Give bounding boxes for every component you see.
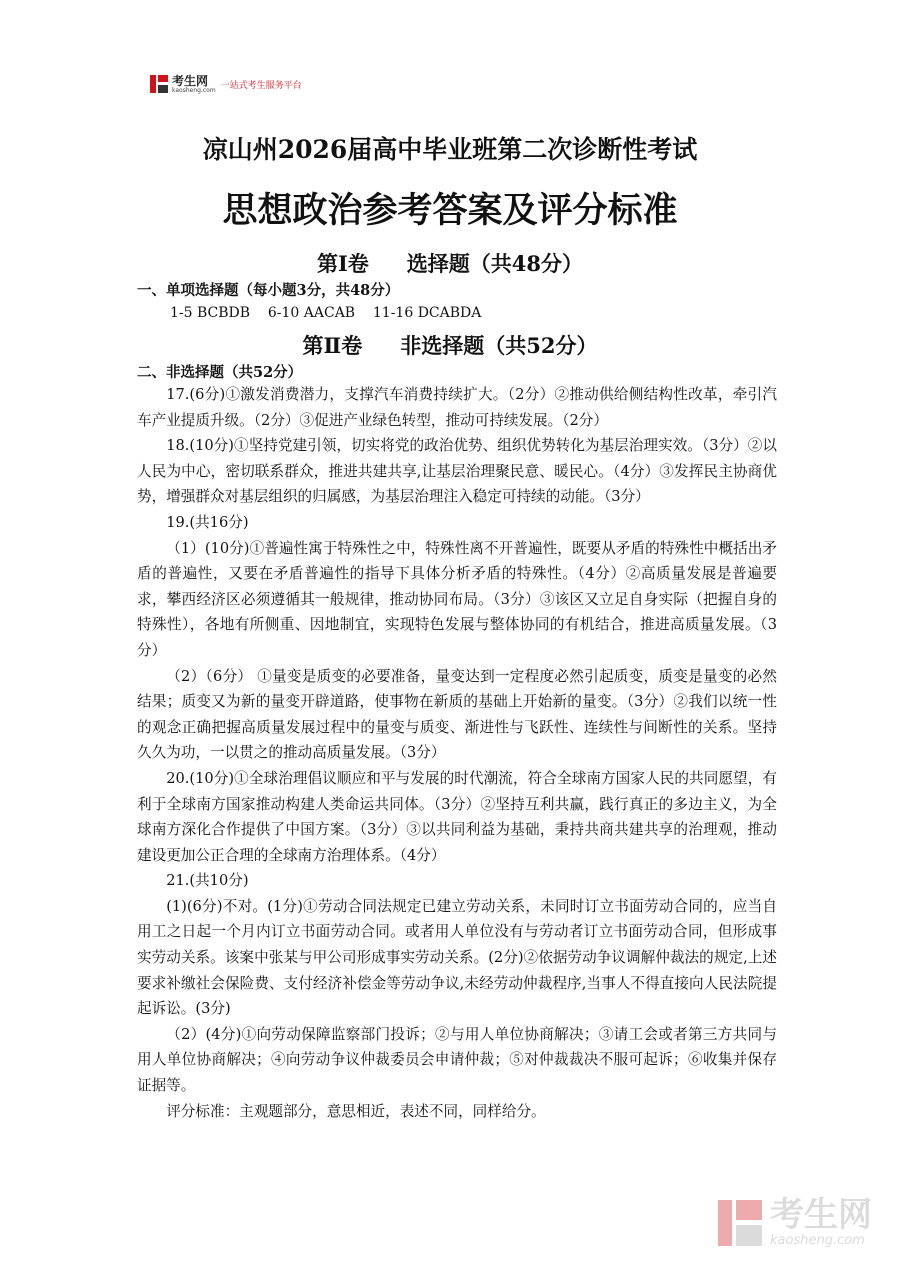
logo-url: kaosheng.com [172,86,216,94]
part2-name: 第Ⅱ卷 [302,333,363,358]
answer-q17: 17.(6分)①激发消费潜力，支撑汽车消费持续扩大。（2分）②推动供给侧结构性改革，牵引汽车产业提质升级。（2分）③促进产业绿色转型，推动可持续发展。（2分） [137,386,777,429]
part2-heading [0,330,900,360]
answer-q20: 20.(10分)①全球治理倡议顺应和平与发展的时代潮流，符合全球南方国家人民的共同愿望，有利于全球南方国家推动构建人类命运共同体。（3分）②坚持互利共赢，践行真正的多边主义，为全球南方深化合作提供了中国方案。（3分）③以共同利益为基础，秉持共商共建共享的治理观，推动建设更加公正合理的全球南方治理体系。（4分） [137,769,777,864]
exam-title: 凉山州2026届高中毕业班第二次诊断性考试 [202,135,698,164]
part2-label: 非选择题（共52分） [400,333,598,358]
answer-q18: 18.(10分)①坚持党建引领，切实将党的政治优势、组织优势转化为基层治理实效。（3分）②以人民为中心，密切联系群众，推进共建共享,让基层治理聚民意、暖民心。（4分）③发挥民主协商优势，增强群众对基层组织的归属感，为基层治理注入稳定可持续的动能。（3分） [137,437,777,506]
logo-slogan: 一站式考生服务平台 [220,80,302,91]
watermark-url: kaosheng.com [770,1233,865,1248]
answer-q21-header: 21.(共10分) [166,872,249,890]
answer-q19-1: （1）(10分)①普遍性寓于特殊性之中，特殊性离不开普遍性，既要从矛盾的特殊性中概括出矛盾的普遍性，又要在矛盾普遍性的指导下具体分析矛盾的特殊性。（4分）②高质量发展是普遍要求，攀西经济区必须遵循其一般规律，推动协同布局。（3分）③该区又立足自身实际（把握自身的特殊性），各地有所侧重、因地制宜，实现特色发展与整体协同的有机结合，推进高质量发展。（3分） [137,539,777,659]
part1-name: 第Ⅰ卷 [316,251,369,276]
grading-note: 评分标准：主观题部分，意思相近，表述不同，同样给分。 [166,1102,546,1120]
answer-q19-header: 19.(共16分) [166,513,249,531]
logo-name: 考生网 [172,73,209,88]
answer-body [137,382,777,1124]
answer-q19-2: （2）（6分） ①量变是质变的必要准备，量变达到一定程度必然引起质变，质变是量变的必然结果；质变又为新的量变开辟道路，使事物在新质的基础上开始新的量变。（3分）②我们以统一性的观念正确把握高质量发展过程中的量变与质变、渐进性与飞跃性、连续性与间断性的关系。坚持久久为功，一以贯之的推动高质量发展。（3分） [137,667,777,762]
watermark-text [770,1195,872,1248]
watermark-name: 考生网 [770,1195,872,1235]
section1-title: 一、单项选择题（每小题3分，共48分） [137,282,400,299]
answer-q21-2: （2）(4分)①向劳动保障监察部门投诉；②与用人单位协商解决；③请工会或者第三方共同与用人单位协商解决；④向劳动争议仲裁委员会申请仲裁；⑤对仲裁裁决不服可起诉；⑥收集并保存证据等。 [137,1025,777,1095]
watermark [718,1195,872,1248]
kaosheng-watermark-icon [718,1200,762,1246]
kaosheng-logo-icon [150,75,168,93]
choice-answers: 1-5 BCBDB 6-10 AACAB 11-16 DCABDA [170,305,482,321]
answer-q21-1: (1)(6分)不对。(1分)①劳动合同法规定已建立劳动关系，未同时订立书面劳动合同的，应当自用工之日起一个月内订立书面劳动合同。或者用人单位没有与劳动者订立书面劳动合同，但形成事实劳动关系。该案中张某与甲公司形成事实劳动关系。(2分)②依据劳动争议调解仲裁法的规定,上述要求补缴社会保险费、支付经济补偿金等劳动争议,未经劳动仲裁程序,当事人不得直接向人民法院提起诉讼。(3分) [137,897,777,1018]
part1-heading [0,248,900,278]
header-logo[interactable] [150,72,302,96]
logo-text [172,75,216,94]
section2-title: 二、非选择题（共52分） [137,364,303,381]
part1-label: 选择题（共48分） [406,251,584,276]
document-title: 思想政治参考答案及评分标准 [222,190,678,231]
